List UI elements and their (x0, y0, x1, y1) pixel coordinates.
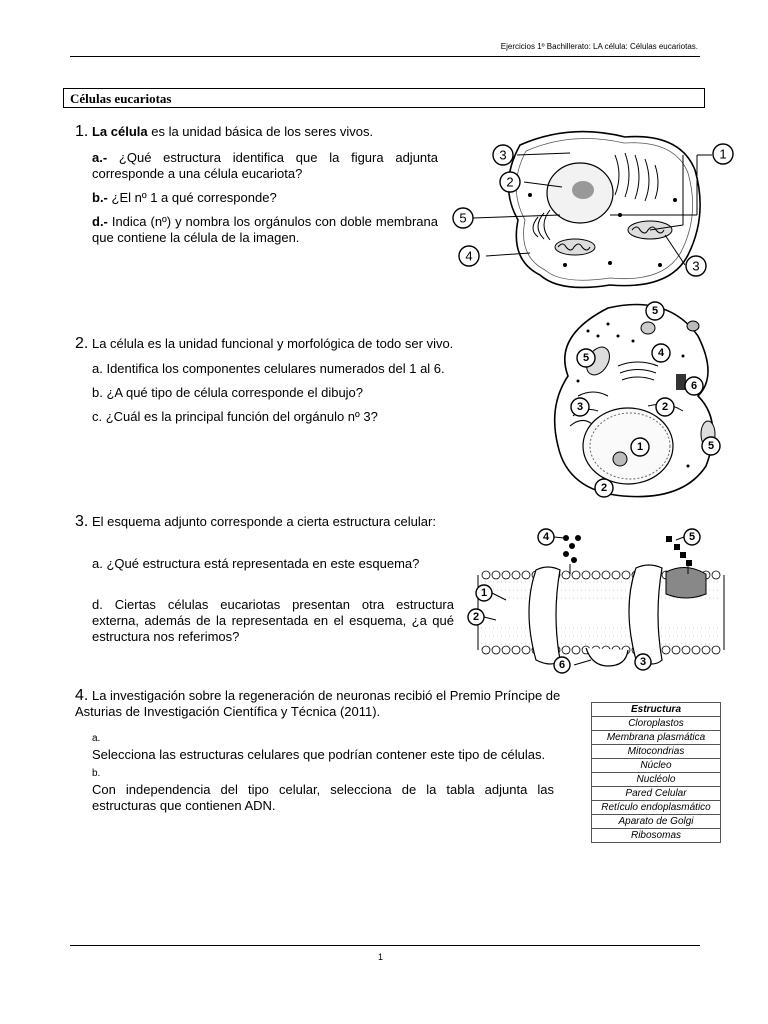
header-rule (70, 56, 700, 57)
svg-text:3: 3 (692, 258, 700, 274)
question-number: 4. (75, 687, 89, 704)
footer-rule (70, 945, 700, 946)
structures-table (591, 702, 721, 843)
q2-label-4 (652, 344, 670, 362)
svg-text:5: 5 (688, 531, 696, 543)
q1-intro-rest: es la unidad básica de los seres vivos. (147, 124, 374, 139)
q2-part-b: b. ¿A qué tipo de célula corresponde el dibujo? (92, 385, 364, 400)
q4-part-a: a. Selecciona las estructuras celulares que podrían contener este tipo de células. (92, 733, 546, 762)
question-number: 2. (75, 335, 89, 352)
q2-part-c: c. ¿Cuál es la principal función del orgánulo nº 3? (92, 409, 378, 424)
question-1 (75, 124, 445, 140)
table-row: Ribosomas (592, 829, 721, 843)
svg-text:1: 1 (480, 587, 488, 599)
svg-text:4: 4 (657, 347, 665, 359)
q2-label-1 (631, 438, 649, 456)
svg-text:5: 5 (459, 210, 467, 226)
question-number: 1. (75, 123, 89, 140)
question-number: 3. (75, 513, 89, 530)
q1-label-3a (493, 145, 513, 165)
svg-text:6: 6 (558, 659, 566, 671)
q1-cell-figure (450, 125, 750, 300)
svg-text:6: 6 (690, 380, 698, 392)
q3-label-1 (476, 585, 492, 601)
q2-label-5-right (702, 437, 720, 455)
page-number: 1 (378, 952, 384, 962)
table-header: Estructura (592, 703, 721, 717)
table-row: Nucléolo (592, 773, 721, 787)
q3-part-a: a. ¿Qué estructura está representada en este esquema? (92, 556, 420, 571)
svg-text:3: 3 (639, 656, 647, 668)
table-row: Mitocondrias (592, 745, 721, 759)
q2-label-3 (571, 398, 589, 416)
svg-text:2: 2 (506, 174, 514, 190)
section-title-box (63, 88, 705, 108)
section-title: Células eucariotas (70, 91, 172, 106)
q1-intro-bold: La célula (91, 124, 148, 139)
q1-label-5 (453, 208, 473, 228)
page-header: Ejercicios 1º Bachillerato: LA célula: Células eucariotas. (500, 42, 698, 51)
q2-label-5-left (577, 349, 595, 367)
q1-label-4 (459, 246, 479, 266)
table-row: Pared Celular (592, 787, 721, 801)
svg-text:2: 2 (661, 401, 669, 413)
q1-label-2 (500, 172, 520, 192)
q3-part-d: d. Ciertas células eucariotas presentan otra estructura externa, además de la representada en el esquema, ¿a qué estructura nos referimos? (92, 597, 454, 644)
question-4: 4. La investigación sobre la regeneración de neuronas recibió el Premio Príncipe de Asturias de Investigación Científica y Técnica (2011). (75, 687, 561, 719)
table-row: Membrana plasmática (592, 731, 721, 745)
svg-text:2: 2 (600, 482, 608, 494)
svg-text:3: 3 (576, 401, 584, 413)
svg-text:1: 1 (719, 146, 727, 162)
svg-text:4: 4 (465, 248, 473, 264)
question-3: 3. El esquema adjunto corresponde a cierta estructura celular: (75, 513, 436, 530)
q4-part-b: b. Con independencia del tipo celular, selecciona de la tabla adjunta las estructuras que contienen ADN. (92, 768, 554, 813)
q3-membrane-figure (466, 520, 736, 680)
svg-text:5: 5 (651, 305, 659, 317)
q3-label-5 (684, 529, 700, 545)
table-row: Aparato de Golgi (592, 815, 721, 829)
svg-text:5: 5 (582, 352, 590, 364)
svg-text:5: 5 (707, 440, 715, 452)
q1-label-3b (686, 256, 706, 276)
q1-part-a: a.- ¿Qué estructura identifica que la figura adjunta corresponde a una célula eucariota? (92, 150, 438, 181)
question-2: 2. La célula es la unidad funcional y morfológica de todo ser vivo. (75, 335, 454, 352)
table-row: Cloroplastos (592, 717, 721, 731)
svg-text:4: 4 (542, 531, 550, 543)
q3-label-3 (635, 654, 651, 670)
q2-label-6 (685, 377, 703, 395)
q3-label-2 (468, 609, 484, 625)
svg-text:1: 1 (636, 441, 644, 453)
svg-text:2: 2 (472, 611, 480, 623)
q1-part-b: b.- ¿El nº 1 a qué corresponde? (92, 190, 277, 205)
q1-label-1 (713, 144, 733, 164)
q2-label-2-right (656, 398, 674, 416)
q3-label-4 (538, 529, 554, 545)
q1-part-d: d.- Indica (nº) y nombra los orgánulos con doble membrana que contiene la célula de la imagen. (92, 214, 438, 245)
table-row: Retículo endoplasmático (592, 801, 721, 815)
q2-label-2-bottom (595, 479, 613, 497)
table-row: Núcleo (592, 759, 721, 773)
q2-label-5-top (646, 302, 664, 320)
q3-label-6 (554, 657, 570, 673)
svg-text:3: 3 (499, 147, 507, 163)
q2-cell-figure (548, 296, 728, 506)
q2-part-a: a. Identifica los componentes celulares numerados del 1 al 6. (92, 361, 445, 376)
